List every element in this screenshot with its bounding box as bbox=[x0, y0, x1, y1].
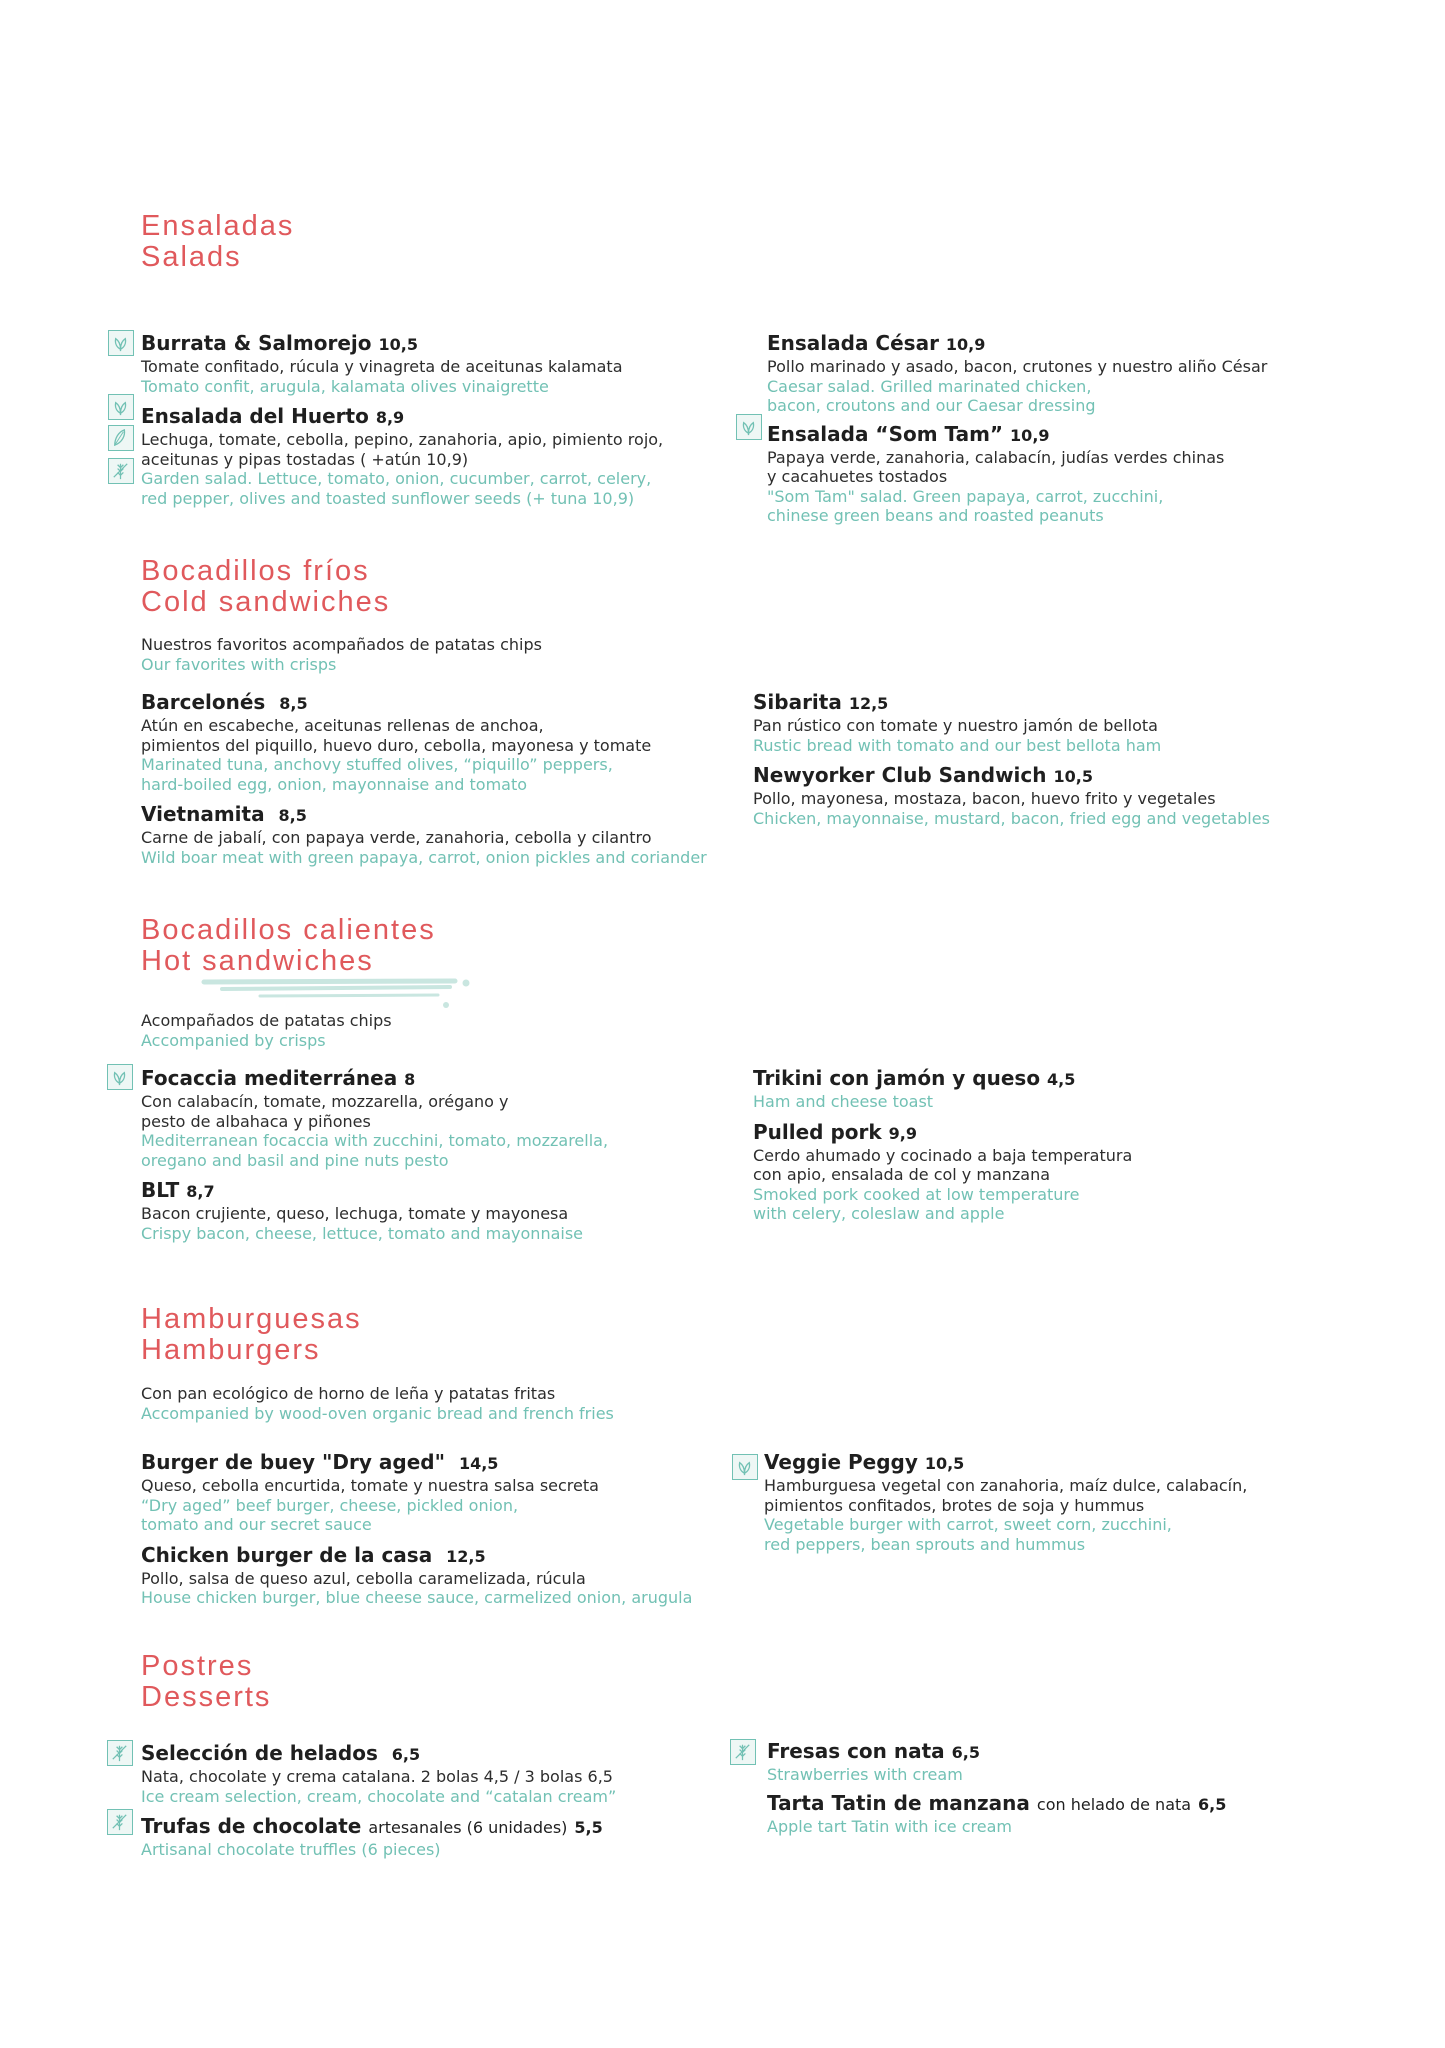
section-title-es: Ensaladas bbox=[141, 210, 295, 242]
item-desc-es: Bacon crujiente, queso, lechuga, tomate y mayonesa bbox=[141, 1204, 569, 1223]
item-name: Burrata & Salmorejo bbox=[141, 331, 372, 355]
item-name: Focaccia mediterránea bbox=[141, 1066, 398, 1090]
vegetarian-icon bbox=[732, 1454, 758, 1480]
item-name: Barcelonés bbox=[141, 690, 266, 714]
intro-es: Nuestros favoritos acompañados de patatas chips bbox=[141, 635, 542, 654]
item-desc-en: Smoked pork cooked at low temperature bbox=[753, 1184, 1080, 1204]
item-desc-en: hard-boiled egg, onion, mayonnaise and tomato bbox=[141, 774, 528, 794]
item-desc-en: Garden salad. Lettuce, tomato, onion, cucumber, carrot, celery, bbox=[141, 469, 652, 488]
salads-left-column bbox=[141, 331, 663, 508]
menu-item-tarta-tatin bbox=[767, 1791, 1226, 1837]
item-title bbox=[141, 331, 663, 357]
section-heading-desserts bbox=[141, 1651, 271, 1713]
item-desc-es: aceitunas y pipas tostadas ( +atún 10,9) bbox=[141, 449, 469, 469]
section-title-es: Bocadillos calientes bbox=[141, 914, 436, 946]
item-name: Trufas de chocolate bbox=[141, 1814, 362, 1838]
item-desc-en: House chicken burger, blue cheese sauce, carmelized onion, arugula bbox=[141, 1588, 693, 1607]
section-heading-salads bbox=[141, 211, 294, 273]
item-price: 10,9 bbox=[945, 335, 986, 354]
gluten-free-icon bbox=[107, 1809, 133, 1835]
menu-item-blt bbox=[141, 1178, 608, 1243]
item-desc-es: Papaya verde, zanahoria, calabacín, judías verdes chinas bbox=[767, 447, 1225, 467]
section-intro bbox=[141, 1384, 614, 1423]
item-desc-es: Hamburguesa vegetal con zanahoria, maíz dulce, calabacín, bbox=[764, 1476, 1248, 1495]
item-desc-en: Artisanal chocolate truffles (6 pieces) bbox=[141, 1840, 441, 1859]
item-title bbox=[141, 1178, 608, 1204]
item-title bbox=[753, 1120, 1132, 1146]
menu-item-trikini bbox=[753, 1066, 1132, 1112]
brush-stroke-decoration bbox=[200, 978, 475, 1012]
item-desc-en: “Dry aged” beef burger, cheese, pickled onion, bbox=[141, 1495, 519, 1515]
section-heading-hot-sandwiches bbox=[141, 915, 436, 977]
item-desc-es: Atún en escabeche, aceitunas rellenas de anchoa, bbox=[141, 716, 544, 735]
item-desc-en: Rustic bread with tomato and our best bellota ham bbox=[753, 735, 1162, 755]
item-name: Tarta Tatin de manzana bbox=[767, 1790, 1030, 1815]
item-desc-en: chinese green beans and roasted peanuts bbox=[767, 506, 1104, 525]
intro-en: Accompanied by wood-oven organic bread and french fries bbox=[141, 1403, 614, 1423]
item-extra: artesanales (6 unidades) bbox=[368, 1818, 568, 1837]
item-title bbox=[767, 1739, 1226, 1765]
item-name: Pulled pork bbox=[753, 1119, 882, 1144]
intro-es: Acompañados de patatas chips bbox=[141, 1011, 392, 1030]
item-name: Chicken burger de la casa bbox=[141, 1542, 433, 1567]
item-price: 10,9 bbox=[1010, 425, 1050, 445]
section-title-en: Cold sandwiches bbox=[141, 586, 391, 618]
fish-icon bbox=[108, 425, 134, 451]
item-desc-es: Pollo marinado y asado, bacon, crutones y nuestro aliño César bbox=[767, 357, 1268, 376]
desserts-left-column bbox=[141, 1741, 616, 1860]
item-desc-es: Pan rústico con tomate y nuestro jamón de bellota bbox=[753, 716, 1158, 735]
item-price: 6,5 bbox=[951, 1743, 980, 1762]
menu-item-barcelones bbox=[141, 690, 707, 794]
item-desc-en: Caesar salad. Grilled marinated chicken, bbox=[767, 376, 1092, 396]
item-desc-es: Pollo, mayonesa, mostaza, bacon, huevo frito y vegetales bbox=[753, 789, 1216, 808]
item-desc-en: tomato and our secret sauce bbox=[141, 1515, 372, 1534]
intro-en: Our favorites with crisps bbox=[141, 654, 337, 674]
item-name: Veggie Peggy bbox=[764, 1450, 918, 1474]
section-intro bbox=[141, 1011, 392, 1050]
item-title bbox=[753, 690, 1270, 716]
cold-right-column bbox=[753, 690, 1270, 828]
item-title bbox=[141, 404, 663, 430]
gluten-free-icon bbox=[108, 458, 134, 484]
item-desc-en: with celery, coleslaw and apple bbox=[753, 1204, 1005, 1223]
item-title bbox=[141, 1066, 608, 1092]
salads-right-column bbox=[767, 331, 1267, 526]
item-desc-en: Crispy bacon, cheese, lettuce, tomato and mayonnaise bbox=[141, 1223, 584, 1243]
item-desc-es: Tomate confitado, rúcula y vinagreta de aceitunas kalamata bbox=[141, 357, 623, 376]
item-title bbox=[753, 763, 1270, 789]
menu-item-fresas bbox=[767, 1739, 1226, 1785]
item-desc-en: Apple tart Tatin with ice cream bbox=[767, 1816, 1012, 1836]
item-name: Fresas con nata bbox=[767, 1739, 945, 1763]
section-intro bbox=[141, 635, 542, 674]
vegetarian-icon bbox=[108, 330, 134, 356]
item-price: 14,5 bbox=[458, 1454, 499, 1473]
item-title bbox=[764, 1450, 1247, 1476]
menu-item-vietnamita bbox=[141, 802, 707, 867]
item-desc-en: Ham and cheese toast bbox=[753, 1092, 934, 1111]
item-desc-en: Mediterranean focaccia with zucchini, tomato, mozzarella, bbox=[141, 1131, 609, 1150]
menu-item-trufas bbox=[141, 1814, 616, 1860]
item-title bbox=[767, 331, 1267, 357]
hot-right-column bbox=[753, 1066, 1132, 1224]
section-title-en: Hamburgers bbox=[141, 1334, 321, 1366]
intro-es: Con pan ecológico de horno de leña y patatas fritas bbox=[141, 1384, 556, 1403]
cold-left-column bbox=[141, 690, 707, 867]
item-price: 6,5 bbox=[391, 1745, 421, 1764]
item-title bbox=[767, 1791, 1226, 1817]
item-price: 8,7 bbox=[186, 1182, 215, 1201]
section-title-es: Postres bbox=[141, 1650, 254, 1682]
section-heading-burgers bbox=[141, 1304, 362, 1366]
item-desc-es: Lechuga, tomate, cebolla, pepino, zanahoria, apio, pimiento rojo, bbox=[141, 430, 664, 449]
menu-item-ensalada-cesar bbox=[767, 331, 1267, 416]
item-name: Ensalada del Huerto bbox=[141, 404, 369, 428]
item-desc-es: Cerdo ahumado y cocinado a baja temperatura bbox=[753, 1145, 1133, 1165]
item-desc-en: oregano and basil and pine nuts pesto bbox=[141, 1150, 449, 1170]
item-price: 5,5 bbox=[574, 1818, 603, 1837]
item-name: BLT bbox=[141, 1178, 180, 1202]
menu-item-ensalada-huerto bbox=[141, 404, 663, 508]
vegetarian-icon bbox=[107, 1064, 133, 1090]
item-title bbox=[141, 802, 707, 828]
menu-item-chicken-burger bbox=[141, 1543, 692, 1608]
menu-item-som-tam bbox=[767, 422, 1267, 526]
item-desc-es: Carne de jabalí, con papaya verde, zanahoria, cebolla y cilantro bbox=[141, 828, 652, 847]
section-title-en: Hot sandwiches bbox=[141, 945, 374, 977]
item-title bbox=[141, 1543, 692, 1569]
menu-item-burrata-salmorejo bbox=[141, 331, 663, 396]
gluten-free-icon bbox=[107, 1740, 133, 1766]
item-desc-en: Vegetable burger with carrot, sweet corn, zucchini, bbox=[764, 1515, 1172, 1534]
section-heading-cold-sandwiches bbox=[141, 556, 390, 618]
section-title-es: Bocadillos fríos bbox=[141, 555, 370, 587]
menu-item-pulled-pork bbox=[753, 1120, 1132, 1224]
item-desc-es: y cacahuetes tostados bbox=[767, 467, 948, 486]
item-title bbox=[767, 422, 1267, 448]
item-title bbox=[141, 1814, 616, 1840]
item-desc-en: Wild boar meat with green papaya, carrot, onion pickles and coriander bbox=[141, 847, 707, 867]
vegetarian-icon bbox=[736, 414, 762, 440]
menu-item-sibarita bbox=[753, 690, 1270, 755]
menu-item-newyorker-club bbox=[753, 763, 1270, 828]
section-title-es: Hamburguesas bbox=[141, 1303, 362, 1335]
item-price: 9,9 bbox=[888, 1123, 917, 1143]
item-desc-es: Nata, chocolate y crema catalana. 2 bolas 4,5 / 3 bolas 6,5 bbox=[141, 1767, 613, 1786]
item-name: Ensalada “Som Tam” bbox=[767, 421, 1004, 446]
item-desc-en: Chicken, mayonnaise, mustard, bacon, fried egg and vegetables bbox=[753, 808, 1270, 828]
hot-left-column bbox=[141, 1066, 608, 1243]
item-name: Newyorker Club Sandwich bbox=[753, 763, 1047, 787]
item-extra: con helado de nata bbox=[1036, 1794, 1192, 1814]
burgers-right-column bbox=[764, 1450, 1247, 1554]
menu-item-helados bbox=[141, 1741, 616, 1806]
item-desc-en: bacon, croutons and our Caesar dressing bbox=[767, 396, 1096, 415]
item-desc-en: "Som Tam" salad. Green papaya, carrot, zucchini, bbox=[767, 486, 1164, 506]
desserts-right-column bbox=[767, 1739, 1226, 1836]
item-desc-en: Strawberries with cream bbox=[767, 1765, 963, 1784]
item-name: Burger de buey "Dry aged" bbox=[141, 1450, 446, 1474]
item-price: 12,5 bbox=[446, 1546, 486, 1566]
item-price: 8,9 bbox=[375, 408, 405, 427]
item-price: 12,5 bbox=[848, 694, 889, 713]
section-title-en: Salads bbox=[141, 241, 242, 273]
item-title bbox=[141, 1741, 616, 1767]
item-desc-en: Tomato confit, arugula, kalamata olives vinaigrette bbox=[141, 376, 549, 396]
item-desc-es: Pollo, salsa de queso azul, cebolla caramelizada, rúcula bbox=[141, 1568, 586, 1588]
item-desc-en: red pepper, olives and toasted sunflower seeds (+ tuna 10,9) bbox=[141, 488, 635, 508]
vegetarian-icon bbox=[108, 394, 134, 420]
menu-item-focaccia bbox=[141, 1066, 608, 1170]
item-desc-en: red peppers, bean sprouts and hummus bbox=[764, 1534, 1086, 1554]
item-desc-es: pesto de albahaca y piñones bbox=[141, 1111, 371, 1131]
item-price: 8,5 bbox=[279, 694, 308, 713]
menu-item-burger-dry-aged bbox=[141, 1450, 692, 1535]
item-name: Sibarita bbox=[753, 690, 842, 714]
item-price: 10,5 bbox=[378, 335, 418, 354]
item-desc-en: Ice cream selection, cream, chocolate and “catalan cream” bbox=[141, 1786, 617, 1806]
item-price: 6,5 bbox=[1198, 1794, 1227, 1814]
item-price: 10,5 bbox=[1053, 767, 1093, 786]
item-title bbox=[753, 1066, 1132, 1092]
item-price: 8,5 bbox=[278, 806, 307, 825]
item-desc-es: Queso, cebolla encurtida, tomate y nuestra salsa secreta bbox=[141, 1476, 599, 1495]
item-desc-es: con apio, ensalada de col y manzana bbox=[753, 1165, 1051, 1184]
item-price: 8 bbox=[404, 1070, 416, 1089]
item-price: 4,5 bbox=[1047, 1070, 1076, 1089]
item-name: Ensalada César bbox=[767, 331, 939, 355]
intro-en: Accompanied by crisps bbox=[141, 1030, 326, 1050]
item-title bbox=[141, 690, 707, 716]
section-title-en: Desserts bbox=[141, 1681, 272, 1713]
item-price: 10,5 bbox=[924, 1454, 965, 1473]
gluten-free-icon bbox=[730, 1739, 756, 1765]
item-name: Vietnamita bbox=[141, 802, 265, 826]
item-desc-en: Marinated tuna, anchovy stuffed olives, “piquillo” peppers, bbox=[141, 755, 613, 774]
item-desc-es: pimientos confitados, brotes de soja y hummus bbox=[764, 1495, 1145, 1515]
burgers-left-column bbox=[141, 1450, 692, 1608]
item-title bbox=[141, 1450, 692, 1476]
menu-item-veggie-peggy bbox=[764, 1450, 1247, 1554]
item-name: Selección de helados bbox=[141, 1741, 378, 1765]
item-name: Trikini con jamón y queso bbox=[753, 1066, 1041, 1090]
item-desc-es: pimientos del piquillo, huevo duro, cebolla, mayonesa y tomate bbox=[141, 735, 652, 755]
item-desc-es: Con calabacín, tomate, mozzarella, orégano y bbox=[141, 1092, 509, 1111]
